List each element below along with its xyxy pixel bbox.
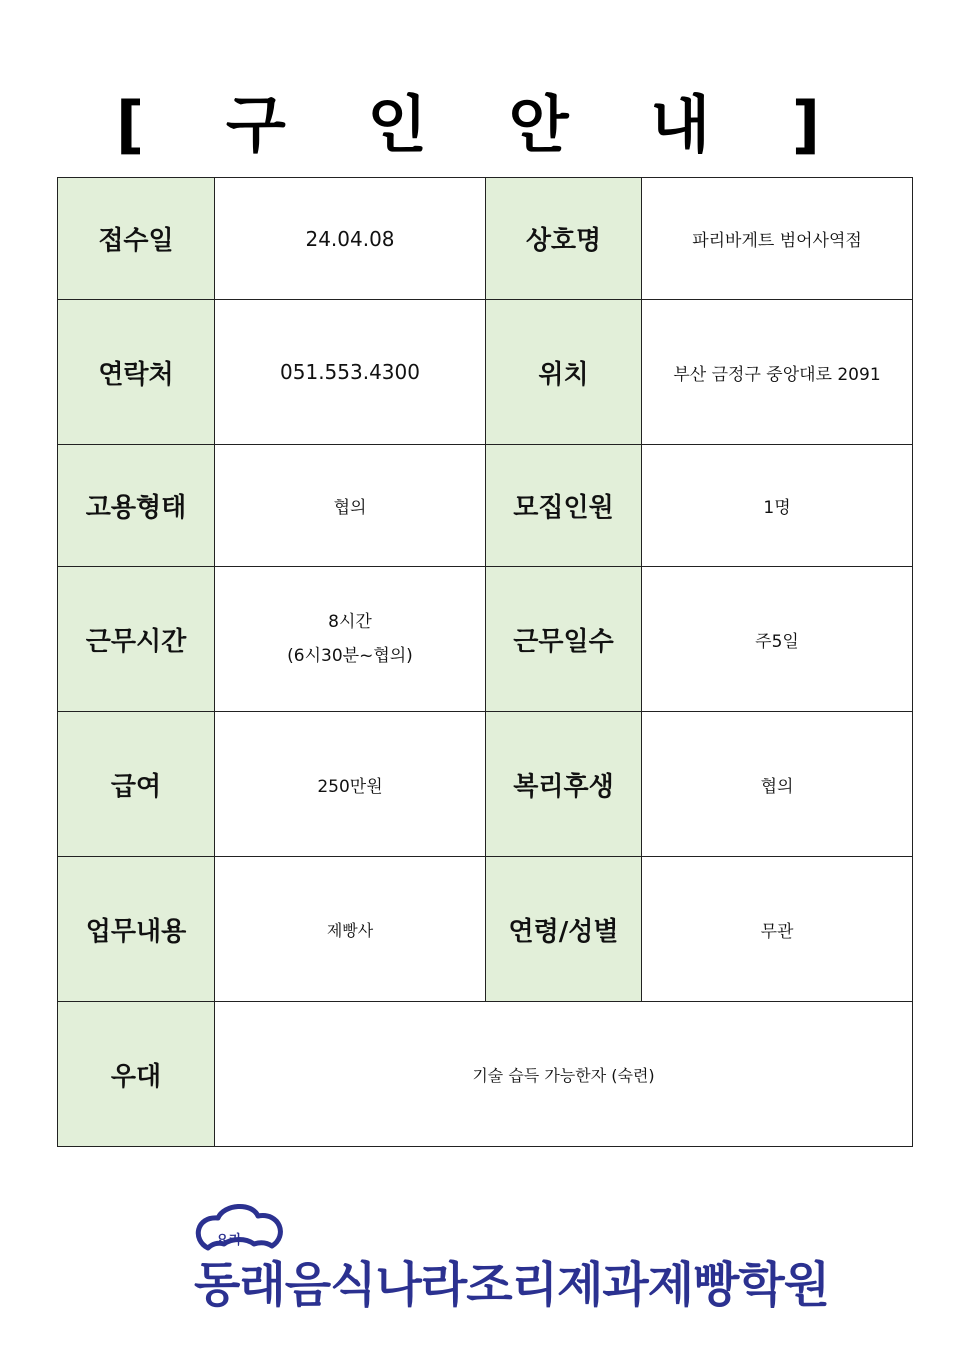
receipt-date-value: 24.04.08 (215, 178, 486, 300)
table-row (58, 1002, 913, 1147)
preference-label: 우대 (58, 1002, 215, 1147)
work-days-value: 주5일 (642, 567, 913, 712)
table-row (58, 712, 913, 857)
table-row (58, 178, 913, 300)
work-hours-line2: (6시30분~협의) (287, 646, 413, 666)
job-info-table (57, 177, 913, 1147)
age-gender-value: 무관 (642, 857, 913, 1002)
receipt-date-label: 접수일 (58, 178, 215, 300)
logo-small-text: 요리 (216, 1233, 242, 1248)
benefits-label: 복리후생 (486, 712, 642, 857)
headcount-value: 1명 (642, 445, 913, 567)
company-name-label: 상호명 (486, 178, 642, 300)
work-hours-value (215, 567, 486, 712)
contact-label: 연락처 (58, 300, 215, 445)
logo-text: 동래음식나라조리제과제빵학원 (194, 1257, 830, 1313)
work-hours-label: 근무시간 (58, 567, 215, 712)
table-row (58, 857, 913, 1002)
table-row (58, 300, 913, 445)
table-row (58, 567, 913, 712)
headcount-label: 모집인원 (486, 445, 642, 567)
location-label: 위치 (486, 300, 642, 445)
employment-type-label: 고용형태 (58, 445, 215, 567)
page-title: [ 구 인 안 내 ] (115, 88, 851, 161)
salary-value: 250만원 (215, 712, 486, 857)
employment-type-value: 협의 (215, 445, 486, 567)
benefits-value: 협의 (642, 712, 913, 857)
table-row (58, 445, 913, 567)
location-value: 부산 금정구 중앙대로 2091 (642, 300, 913, 445)
work-hours-line1: 8시간 (328, 612, 372, 632)
salary-label: 급여 (58, 712, 215, 857)
duties-value: 제빵사 (215, 857, 486, 1002)
academy-logo (190, 1200, 830, 1313)
contact-value: 051.553.4300 (215, 300, 486, 445)
age-gender-label: 연령/성별 (486, 857, 642, 1002)
company-name-value: 파리바게트 범어사역점 (642, 178, 913, 300)
duties-label: 업무내용 (58, 857, 215, 1002)
preference-value: 기술 습득 가능한자 (숙련) (215, 1002, 913, 1147)
work-days-label: 근무일수 (486, 567, 642, 712)
